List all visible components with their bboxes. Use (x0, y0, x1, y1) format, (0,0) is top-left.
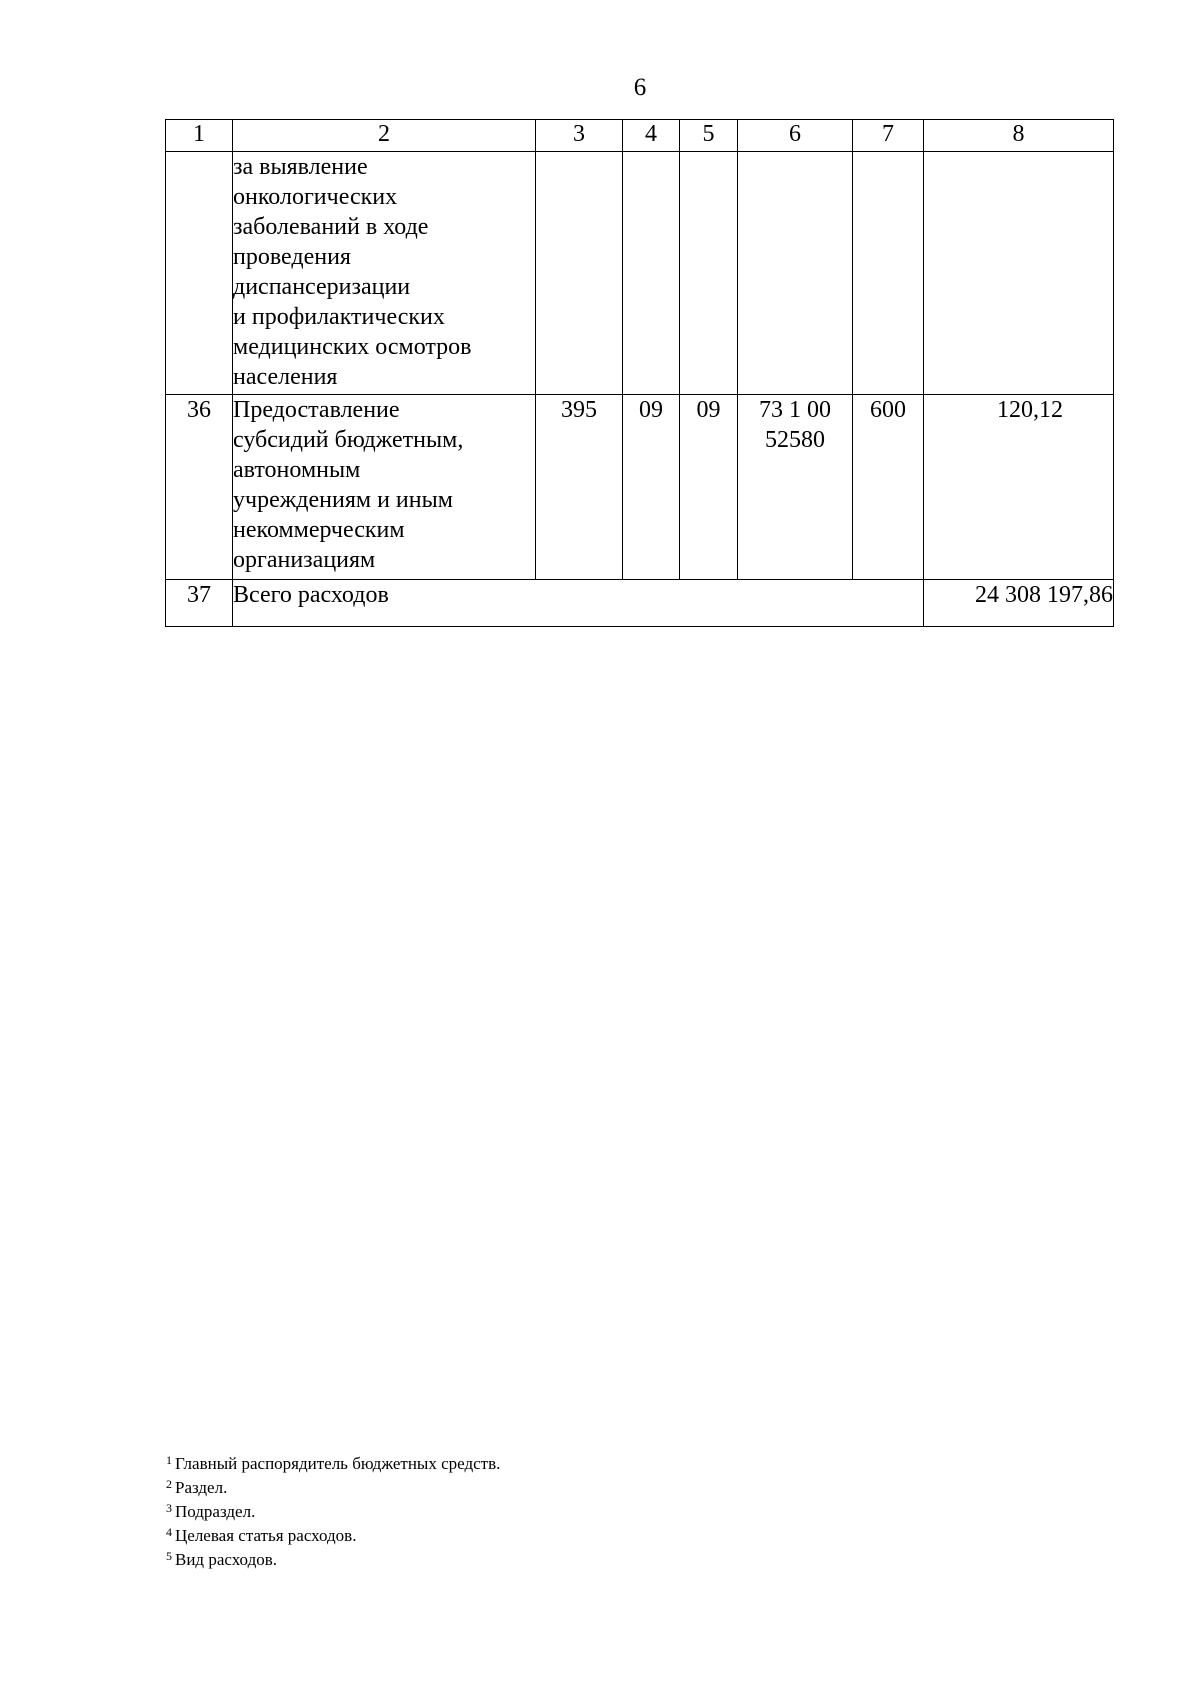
target-item-cell (738, 395, 853, 580)
description-cell (233, 152, 536, 395)
footnote-text: Целевая статья расходов. (175, 1526, 357, 1545)
amount-cell: 120,12 (924, 395, 1114, 580)
description-line: и профилактических (233, 304, 445, 330)
description-line: онкологических (233, 184, 398, 210)
column-header: 8 (924, 120, 1114, 152)
target-item-line: 52580 (765, 427, 825, 453)
page-number: 6 (633, 74, 647, 101)
empty-cell (680, 152, 738, 395)
description-line: организациям (233, 547, 376, 573)
footnote-mark: 4 (166, 1525, 172, 1539)
empty-cell (623, 152, 680, 395)
footnote (166, 1474, 500, 1498)
expenditure-table (165, 119, 1114, 627)
column-header: 1 (166, 120, 233, 152)
description-line: заболеваний в ходе (233, 214, 429, 240)
subsection-code-cell: 09 (680, 395, 738, 580)
footnote (166, 1546, 500, 1570)
footnote-mark: 1 (166, 1453, 172, 1467)
empty-cell (536, 152, 623, 395)
footnote-text: Подраздел. (175, 1502, 256, 1521)
description-line: учреждениям и иным (233, 487, 453, 513)
section-code-cell: 09 (623, 395, 680, 580)
table-row (166, 395, 1114, 580)
table-row (166, 152, 1114, 395)
footnotes (166, 1450, 500, 1570)
total-amount-cell: 24 308 197,86 (924, 580, 1114, 627)
footnote-mark: 2 (166, 1477, 172, 1491)
footnote (166, 1522, 500, 1546)
total-label: Всего расходов (233, 580, 924, 627)
footnote-text: Раздел. (175, 1478, 228, 1497)
footnote (166, 1498, 500, 1522)
footnote-mark: 3 (166, 1501, 172, 1515)
description-line: за выявление (233, 154, 368, 180)
empty-cell (738, 152, 853, 395)
column-header: 6 (738, 120, 853, 152)
column-header: 2 (233, 120, 536, 152)
column-header: 4 (623, 120, 680, 152)
row-number-cell: 37 (166, 580, 233, 627)
column-header: 3 (536, 120, 623, 152)
description-line: населения (233, 364, 338, 390)
description-line: Предоставление (233, 397, 400, 423)
footnote-text: Главный распорядитель бюджетных средств. (175, 1454, 501, 1473)
description-line: некоммерческим (233, 517, 405, 543)
total-row (166, 580, 1114, 627)
target-item-line: 73 1 00 (759, 397, 831, 423)
budget-manager-code-cell: 395 (536, 395, 623, 580)
empty-cell (924, 152, 1114, 395)
description-line: автономным (233, 457, 361, 483)
description-line: диспансеризации (233, 274, 411, 300)
row-number-cell (166, 152, 233, 395)
column-header: 7 (853, 120, 924, 152)
expense-type-cell: 600 (853, 395, 924, 580)
footnote-mark: 5 (166, 1549, 172, 1563)
footnote-text: Вид расходов. (175, 1550, 277, 1569)
description-cell (233, 395, 536, 580)
empty-cell (853, 152, 924, 395)
column-header: 5 (680, 120, 738, 152)
description-line: медицинских осмотров (233, 334, 472, 360)
row-number-cell: 36 (166, 395, 233, 580)
description-line: проведения (233, 244, 351, 270)
description-line: субсидий бюджетным, (233, 427, 464, 453)
footnote (166, 1450, 500, 1474)
table-header-row (166, 120, 1114, 152)
